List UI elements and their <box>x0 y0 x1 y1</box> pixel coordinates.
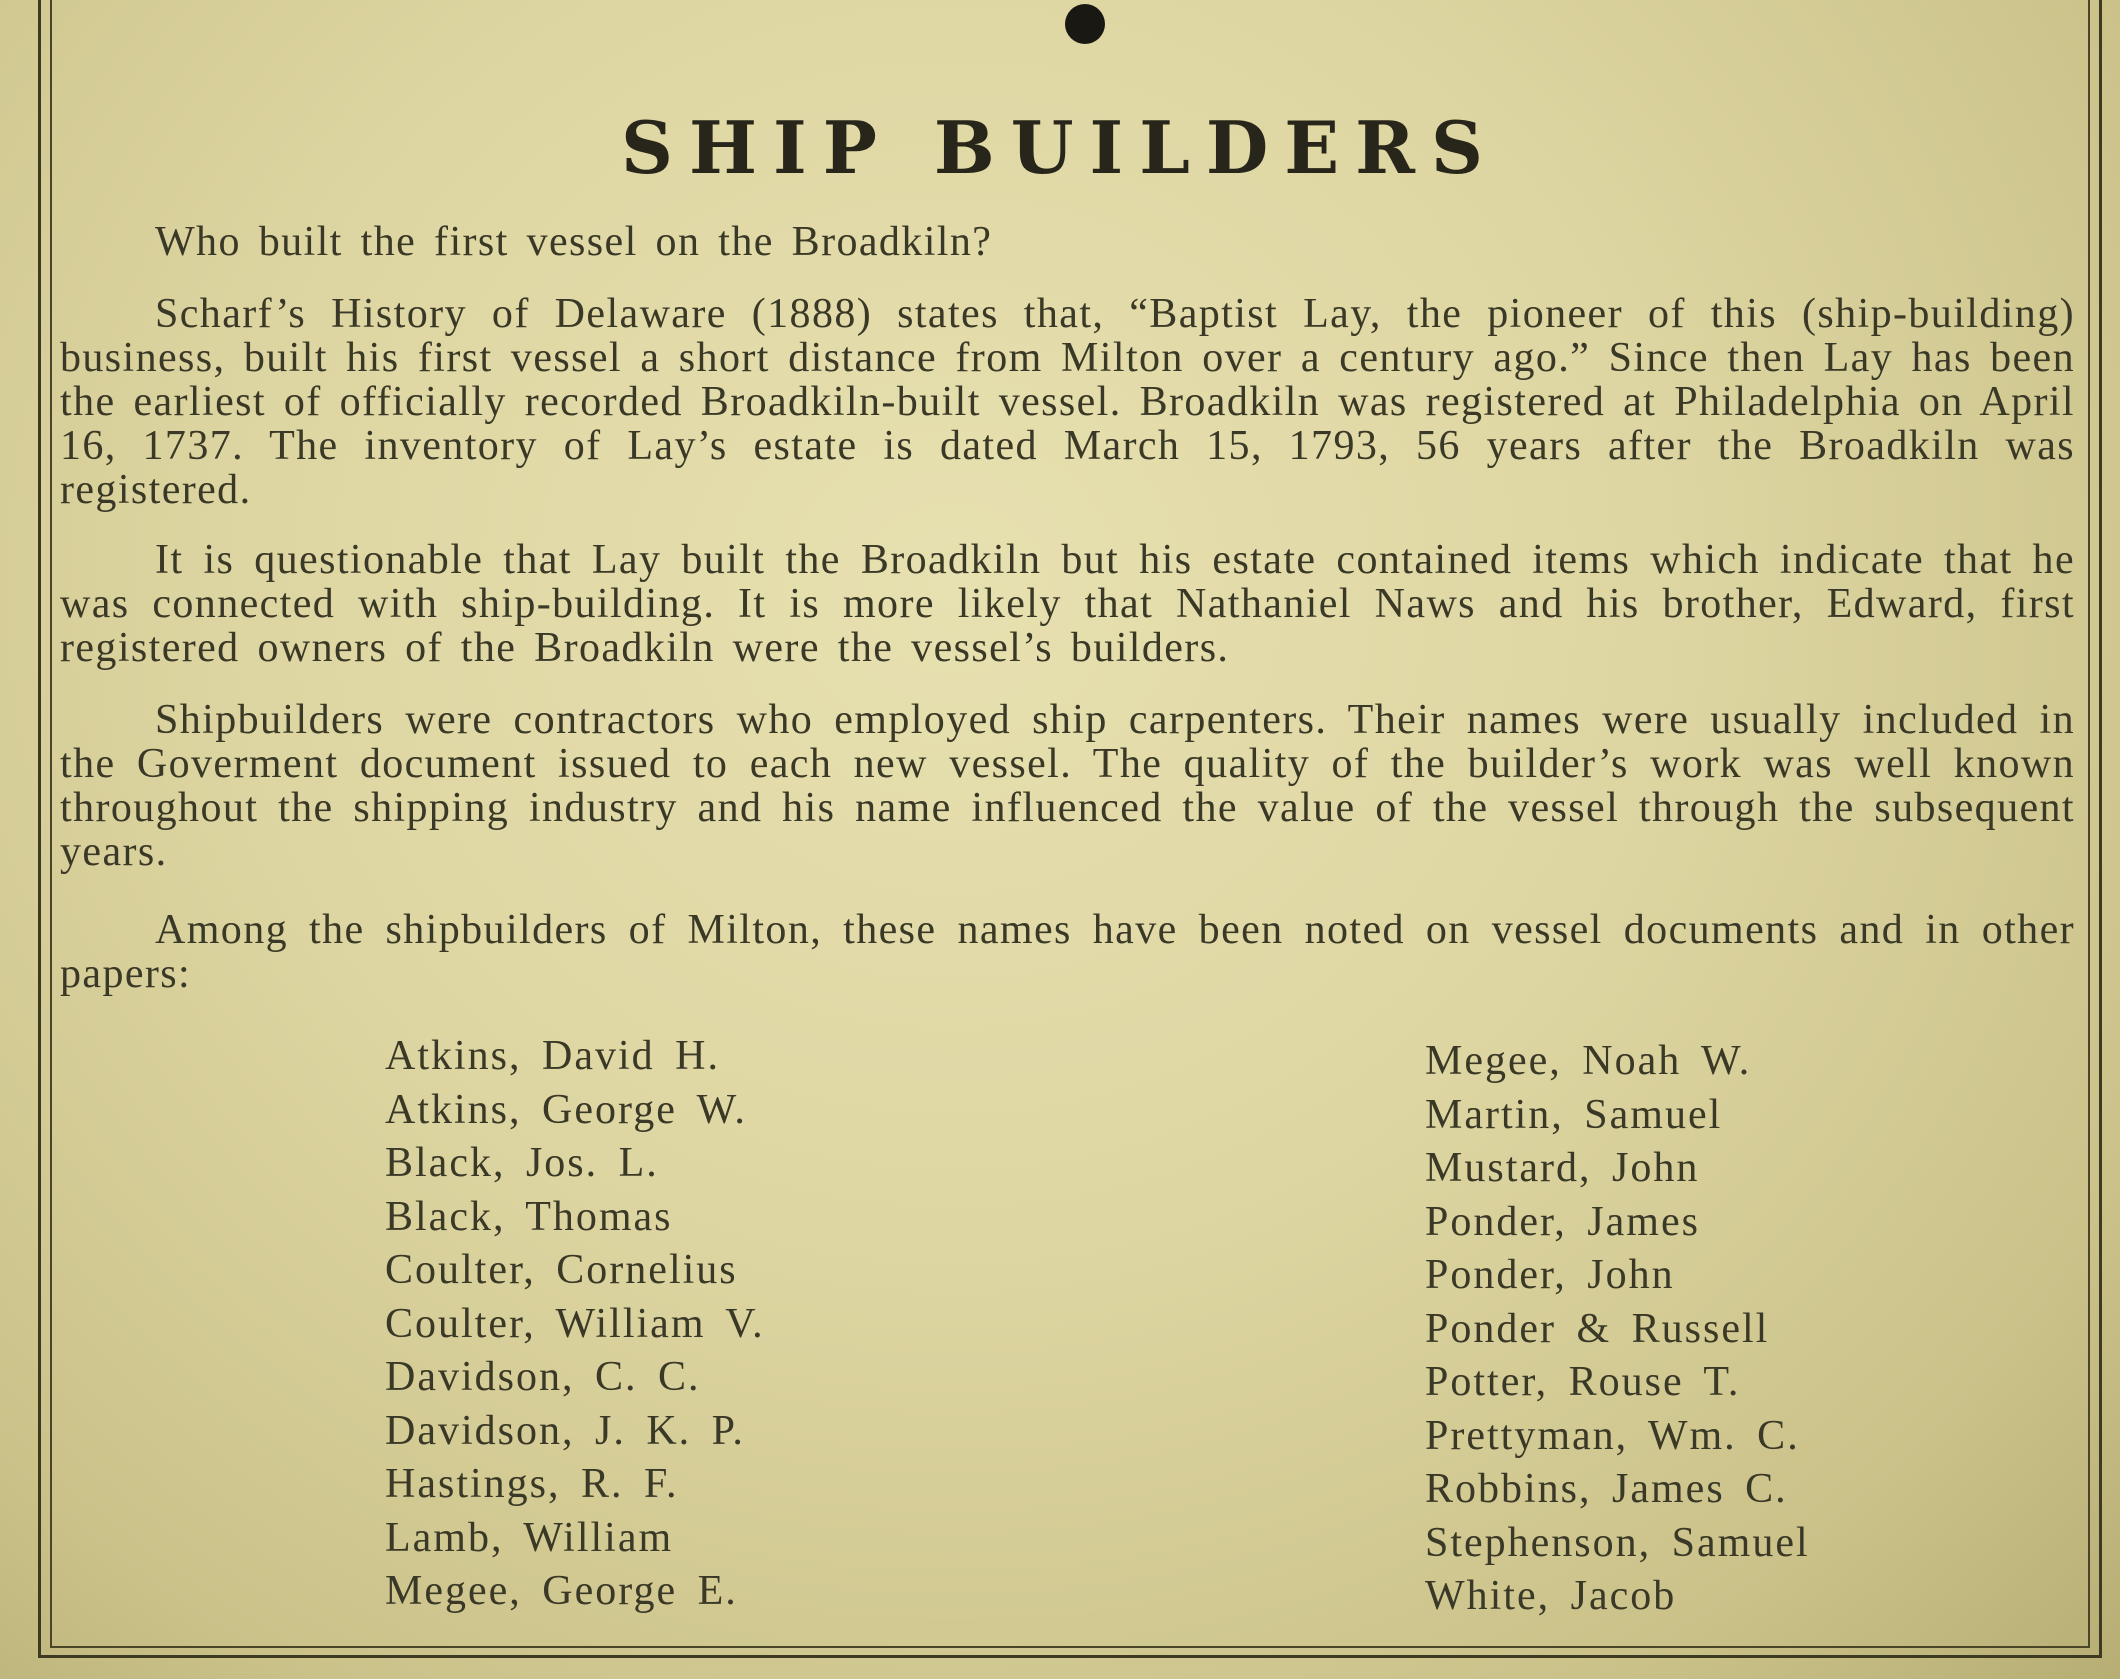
list-item: Ponder, James <box>1425 1198 1700 1245</box>
list-item: Mustard, John <box>1425 1145 1700 1191</box>
list-item: Ponder, John <box>1425 1252 1675 1298</box>
list-item: Black, Thomas <box>385 1193 673 1240</box>
paragraph-4 <box>60 908 2075 996</box>
list-item: Lamb, William <box>385 1514 674 1561</box>
list-item: White, Jacob <box>1425 1573 1677 1619</box>
paragraph-2-text: It is questionable that Lay built the Broadkiln but his estate contained items which indicate that he was connected with ship-building. It is more likely that Nathaniel Naws and his brother, Edward, first registered owners of the Broadkiln were the vessel’s builders. <box>60 537 2075 671</box>
list-item: Atkins, George W. <box>385 1086 747 1133</box>
paragraph-3-text: Shipbuilders were contractors who employed ship carpenters. Their names were usually included in the Goverment document issued to each new vessel. The quality of the builder’s work was well known throughout the shipping industry and his name influenced the value of the vessel through the subsequent years. <box>60 697 2075 875</box>
list-item: Megee, Noah W. <box>1425 1038 1752 1084</box>
punch-hole-icon <box>1065 4 1105 44</box>
shipbuilder-list-right <box>1425 1035 1810 1624</box>
list-item: Robbins, James C. <box>1425 1466 1788 1512</box>
paragraph-1-text: Scharf’s History of Delaware (1888) states that, “Baptist Lay, the pioneer of this (ship-building) business, built his first vessel a short distance from Milton over a century ago.” Since then Lay has been the earliest of officially recorded Broadkiln-built vessel. Broadkiln was registered at Philadelphia on April 16, 1737. The inventory of Lay’s estate is dated March 15, 1793, 56 years after the Broadkiln was registered. <box>60 291 2075 513</box>
intro-question: Who built the first vessel on the Broadkiln? <box>155 219 993 265</box>
list-item: Prettyman, Wm. C. <box>1425 1412 1800 1459</box>
list-item: Ponder & Russell <box>1425 1305 1770 1352</box>
page-title: SHIP BUILDERS <box>620 105 1499 190</box>
list-item: Megee, George E. <box>385 1568 738 1614</box>
list-item: Hastings, R. F. <box>385 1461 679 1507</box>
list-item: Black, Jos. L. <box>385 1140 659 1186</box>
list-item: Stephenson, Samuel <box>1425 1519 1810 1566</box>
paragraph-1 <box>60 292 2075 512</box>
list-item: Coulter, William V. <box>385 1300 765 1347</box>
list-item: Davidson, J. K. P. <box>385 1407 745 1454</box>
paragraph-3 <box>60 698 2075 874</box>
shipbuilder-list-left <box>385 1030 765 1619</box>
paragraph-2 <box>60 538 2075 670</box>
list-item: Martin, Samuel <box>1425 1091 1723 1138</box>
list-item: Atkins, David H. <box>385 1033 720 1079</box>
paragraph-4-text: Among the shipbuilders of Milton, these names have been noted on vessel documents and in other papers: <box>60 907 2075 997</box>
list-item: Potter, Rouse T. <box>1425 1359 1741 1405</box>
list-item: Davidson, C. C. <box>385 1354 701 1400</box>
list-item: Coulter, Cornelius <box>385 1247 738 1293</box>
